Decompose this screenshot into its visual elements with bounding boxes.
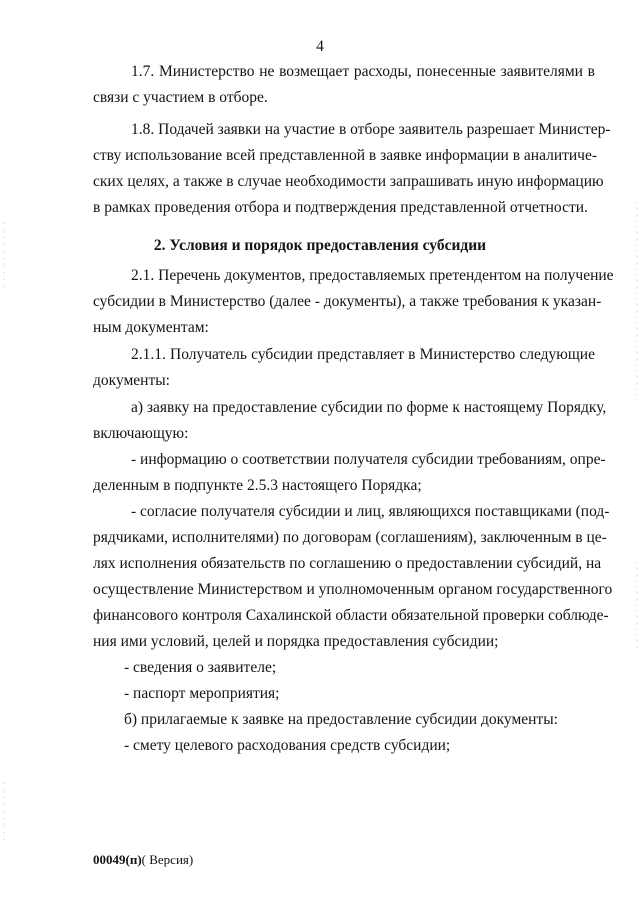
page-number: 4: [316, 38, 324, 55]
paragraph-2-1-line-2: субсидии в Министерство (далее - документы), а также требования к указан-: [93, 293, 602, 310]
subitem-consent-line-5: финансового контроля Сахалинской области обязательной проверки соблюде-: [93, 607, 609, 624]
paragraph-1-8-line-1: 1.8. Подачей заявки на участие в отборе заявитель разрешает Министер-: [131, 121, 611, 138]
subitem-info-line-1: - информацию о соответствии получателя субсидии требованиям, опре-: [131, 451, 606, 468]
paragraph-1-8-line-4: в рамках проведения отбора и подтверждения представленной отчетности.: [93, 199, 588, 216]
paragraph-1-8-line-2: ству использование всей представленной в заявке информации в аналитиче-: [93, 147, 598, 164]
section-heading: 2. Условия и порядок предоставления субсидии: [153, 237, 487, 254]
paragraph-2-1-1-line-2: документы:: [93, 372, 170, 389]
subitem-consent-line-3: лях исполнения обязательств по соглашению о предоставлении субсидий, на: [93, 555, 602, 572]
subitem-budget-estimate: - смету целевого расходования средств субсидии;: [124, 737, 451, 754]
document-footer: [93, 852, 193, 868]
subitem-applicant-info: - сведения о заявителе;: [124, 659, 277, 676]
subitem-info-line-2: деленным в подпункте 2.5.3 настоящего Порядка;: [93, 477, 422, 494]
paragraph-1-7-line-2: связи с участием в отборе.: [93, 89, 268, 106]
scan-margin-marks: [636, 200, 638, 400]
item-a-line-2: включающую:: [93, 425, 189, 442]
document-version: ( Версия): [141, 852, 194, 867]
paragraph-1-8-line-3: ских целях, а также в случае необходимости запрашивать иную информацию: [93, 173, 604, 190]
document-code: 00049(п): [93, 852, 142, 867]
subitem-consent-line-4: осуществление Министерством и уполномоченным органом государственного: [93, 581, 613, 598]
subitem-consent-line-1: - согласие получателя субсидии и лиц, являющихся поставщиками (под-: [131, 503, 610, 520]
paragraph-2-1-line-1: 2.1. Перечень документов, предоставляемых претендентом на получение: [131, 267, 614, 284]
scan-margin-marks: [3, 780, 5, 840]
item-a-line-1: а) заявку на предоставление субсидии по форме к настоящему Порядку,: [131, 399, 607, 416]
item-b: б) прилагаемые к заявке на предоставление субсидии документы:: [124, 711, 558, 728]
paragraph-1-7-line-1: 1.7. Министерство не возмещает расходы, понесенные заявителями в: [131, 63, 595, 80]
paragraph-2-1-1-line-1: 2.1.1. Получатель субсидии представляет в Министерство следующие: [131, 346, 595, 363]
subitem-consent-line-6: ния ими условий, целей и порядка предоставления субсидии;: [93, 633, 499, 650]
scan-margin-marks: [636, 560, 638, 650]
paragraph-2-1-line-3: ным документам:: [93, 319, 209, 336]
subitem-consent-line-2: рядчиками, исполнителями) по договорам (соглашениям), заключенным в це-: [93, 529, 607, 546]
subitem-event-passport: - паспорт мероприятия;: [124, 685, 280, 702]
